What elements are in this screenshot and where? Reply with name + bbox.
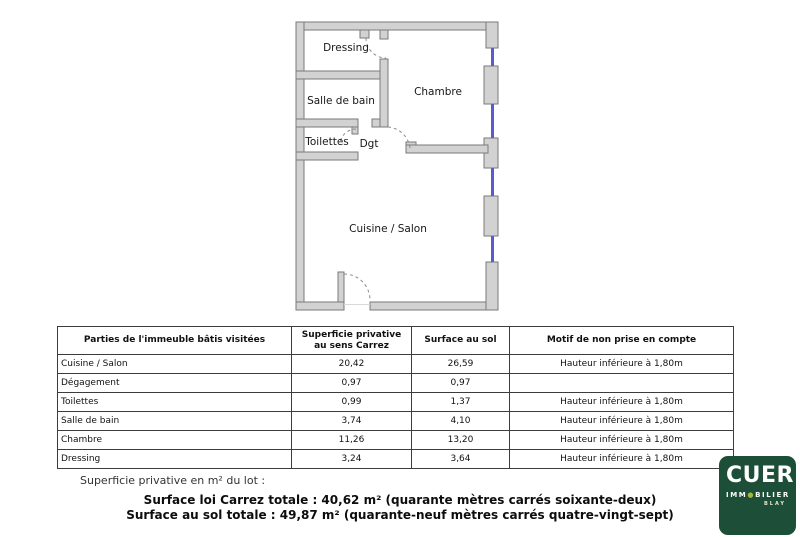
row-room-name: Dressing <box>58 450 292 469</box>
row-motif: Hauteur inférieure à 1,80m <box>510 450 734 469</box>
room-label-toilettes: Toilettes <box>305 136 349 148</box>
total-sol-line: Surface au sol totale : 49,87 m² (quarante-neuf mètres carrés quatre-vingt-sept) <box>126 508 674 522</box>
table-row <box>58 393 734 412</box>
surface-measurement-table <box>57 326 734 469</box>
walls <box>296 22 498 310</box>
row-sol-value: 26,59 <box>412 355 510 374</box>
header-carrez: Superficie privative au sens Carrez <box>292 327 412 355</box>
table-header-row <box>58 327 734 355</box>
logo-subtitle <box>726 491 790 499</box>
window-segment <box>491 236 494 262</box>
superficie-intro-label: Superficie privative en m² du lot : <box>80 474 266 487</box>
row-sol-value: 13,20 <box>412 431 510 450</box>
room-label-cuisine-salon: Cuisine / Salon <box>349 223 427 235</box>
row-sol-value: 3,64 <box>412 450 510 469</box>
room-label-dressing: Dressing <box>323 42 369 54</box>
row-carrez-value: 3,24 <box>292 450 412 469</box>
table-row <box>58 374 734 393</box>
room-label-chambre: Chambre <box>414 86 462 98</box>
row-sol-value: 4,10 <box>412 412 510 431</box>
logo-location-text: BLAY <box>763 501 786 507</box>
logo-subtitle-left: IMM <box>726 491 748 499</box>
row-sol-value: 1,37 <box>412 393 510 412</box>
row-motif: Hauteur inférieure à 1,80m <box>510 393 734 412</box>
row-motif <box>510 374 734 393</box>
table-row <box>58 431 734 450</box>
window-segment <box>491 48 494 66</box>
header-surface-sol: Surface au sol <box>412 327 510 355</box>
row-room-name: Dégagement <box>58 374 292 393</box>
row-room-name: Toilettes <box>58 393 292 412</box>
table-row <box>58 355 734 374</box>
row-room-name: Salle de bain <box>58 412 292 431</box>
logo-subtitle-right: BILIER <box>755 491 790 499</box>
row-motif: Hauteur inférieure à 1,80m <box>510 355 734 374</box>
logo-brand-text: CUER <box>726 463 794 488</box>
row-carrez-value: 0,99 <box>292 393 412 412</box>
table-row <box>58 412 734 431</box>
row-room-name: Chambre <box>58 431 292 450</box>
cuer-immobilier-logo <box>719 456 796 535</box>
dressing-door-arc <box>366 38 386 58</box>
window-segment <box>491 104 494 138</box>
entry-door-arc <box>344 274 370 300</box>
window-segment <box>491 168 494 196</box>
row-room-name: Cuisine / Salon <box>58 355 292 374</box>
row-carrez-value: 0,97 <box>292 374 412 393</box>
room-label-dgt: Dgt <box>359 138 379 150</box>
row-motif: Hauteur inférieure à 1,80m <box>510 431 734 450</box>
room-label-salle-de-bain: Salle de bain <box>307 95 375 107</box>
row-carrez-value: 20,42 <box>292 355 412 374</box>
header-parties: Parties de l'immeuble bâtis visitées <box>58 327 292 355</box>
header-motif: Motif de non prise en compte <box>510 327 734 355</box>
row-sol-value: 0,97 <box>412 374 510 393</box>
row-motif: Hauteur inférieure à 1,80m <box>510 412 734 431</box>
total-carrez-line: Surface loi Carrez totale : 40,62 m² (quarante mètres carrés soixante-deux) <box>143 493 657 507</box>
row-carrez-value: 11,26 <box>292 431 412 450</box>
row-carrez-value: 3,74 <box>292 412 412 431</box>
table-row <box>58 450 734 469</box>
logo-dot-icon: ● <box>747 491 756 499</box>
